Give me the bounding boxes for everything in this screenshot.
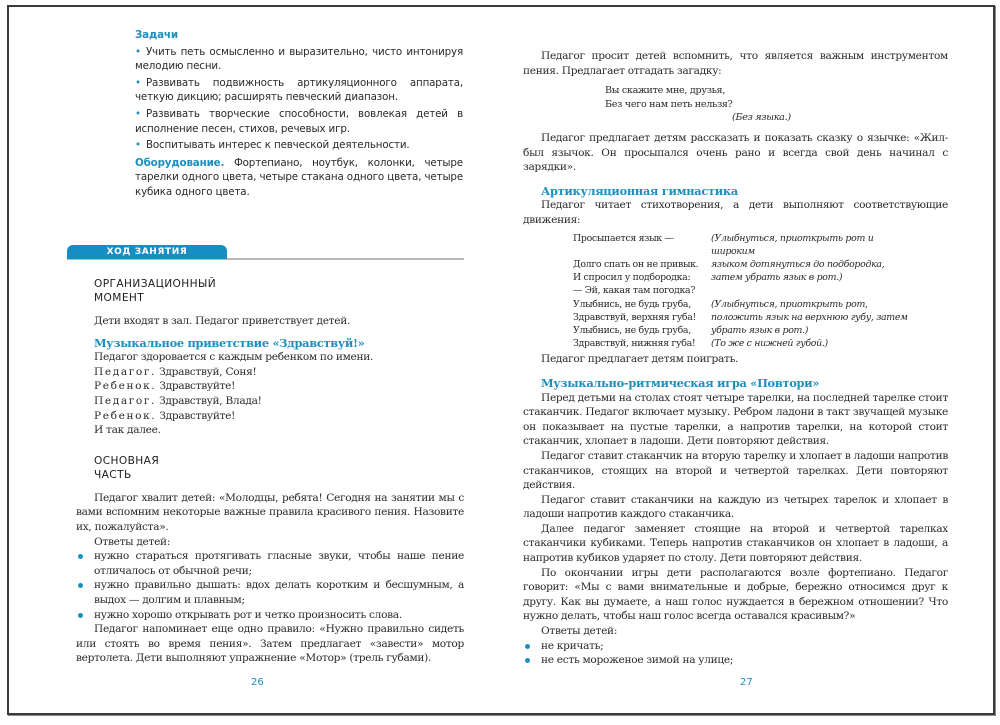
poem-verse: Здравствуй, нижняя губа! <box>573 338 696 350</box>
task-item: • Воспитывать интерес к певческой деятельности. <box>135 139 410 152</box>
riddle <box>605 84 948 125</box>
dialogue-line: Педагог. Здравствуй, Соня! <box>94 365 257 378</box>
task-item: • Развивать творческие способности, вовлекая детей в исполнение песен, стихов, речевых игр. <box>135 107 463 135</box>
game-paragraph: Перед детьми на столах стоят четыре тарелки, на последней тарелке стоит стаканчик. Педагог включает музыку. Ребром ладони в такт звучащей музыке он показывает на пустые тарелки, а напротив тарелки, на которой стоит стаканчик, хлопает в ладоши. Дети повторяют действия. <box>523 391 948 448</box>
speaker: Педагог. <box>94 394 156 407</box>
lesson-body-right <box>523 49 948 668</box>
main-part-heading: ОСНОВНАЯ ЧАСТЬ <box>94 454 160 481</box>
game-paragraph: По окончании игры дети располагаются возле фортепиано. Педагог говорит: «Мы с вами внимательные и добрые, бережно относимся друг к другу. Как вы думаете, а наш голос нуждается в бережном отношении? Что нужно делать, чтобы наш голос всегда оставался красивым?» <box>523 566 948 623</box>
dialogue-line: Ребенок. Здравствуйте! <box>94 380 236 393</box>
game-paragraph: Педагог ставит стаканчики на каждую из четырех тарелок и хлопает в ладоши напротив каждого стаканчика. <box>523 493 948 521</box>
poem-table <box>573 232 948 351</box>
poem-action: (Улыбнуться, приоткрыть рот, <box>711 298 868 310</box>
poem-verse: Улыбнись, не будь груба, <box>573 324 691 336</box>
riddle-line: Без чего нам петь нельзя? <box>605 98 733 110</box>
poem-verse: Улыбнись, не будь груба, <box>573 298 691 310</box>
bullet-icon: • <box>135 45 141 58</box>
equipment-label: Оборудование. <box>135 156 225 169</box>
org-moment-heading: ОРГАНИЗАЦИОННЫЙ МОМЕНТ <box>94 278 217 304</box>
poem-action: затем убрать язык в рот.) <box>711 272 843 284</box>
bullet-icon: • <box>135 107 141 120</box>
bullet-icon: • <box>135 76 141 89</box>
paragraph: Педагог предлагает детям рассказать и показать сказку о язычке: «Жил-был язычок. Он просыпался очень рано и всегда свой день начинал с зарядки». <box>523 131 948 174</box>
play-text: Педагог предлагает детям поиграть. <box>541 353 739 366</box>
section-tab: ХОД ЗАНЯТИЯ <box>67 245 227 259</box>
dialogue-end: И так далее. <box>94 424 161 437</box>
section-header-bar <box>67 243 464 262</box>
dialogue-line: Педагог. Здравствуй, Влада! <box>94 394 262 407</box>
poem-verse: И спросил у подбородка: <box>573 272 691 284</box>
poem-action: (То же с нижней губой.) <box>711 338 828 350</box>
main-paragraph: Педагог напоминает еще одно правило: «Нужно правильно сидеть или стоять во время пения». Затем предлагает «завести» мотор вертолета. Дети выполняют упражнение «Мотор» (трель губами). <box>76 623 464 665</box>
poem-action: (Улыбнуться, приоткрыть рот и широким <box>711 232 874 257</box>
gymnastics-heading: Артикуляционная гимнастика <box>541 183 738 198</box>
poem-action: убрать язык в рот.) <box>711 324 809 336</box>
answer-item: нужно хорошо открывать рот и четко произносить слова. <box>76 608 464 623</box>
riddle-line: Вы скажите мне, друзья, <box>605 85 726 97</box>
bullet-icon: • <box>135 139 141 152</box>
tasks-block <box>135 28 463 200</box>
speaker: Ребенок. <box>94 380 157 393</box>
paragraph: Педагог просит детей вспомнить, что является важным инструментом пения. Предлагает отгадать загадку: <box>523 50 948 77</box>
answer-item: не есть мороженое зимой на улице; <box>523 653 948 668</box>
riddle-answer: (Без языка.) <box>732 112 791 124</box>
answer-item: не кричать; <box>523 639 948 654</box>
poem-action: языком дотянуться до подбородка, <box>711 258 885 270</box>
book-spread <box>7 5 995 715</box>
game-paragraph: Далее педагог заменяет стоящие на второй и четвертой тарелках стаканчики кубиками. Теперь напротив стаканчиков он хлопает в ладоши, а напротив кубиков ударяет по столу. Дети повторяют действия. <box>523 522 948 565</box>
answers-label: Ответы детей: <box>541 625 618 638</box>
task-item: • Учить петь осмысленно и выразительно, чисто интонируя мелодию песни. <box>135 45 463 73</box>
page-number: 27 <box>740 677 753 688</box>
poem-verse: Здравствуй, верхняя губа! <box>573 311 697 323</box>
page-number: 26 <box>251 677 264 688</box>
answers-label: Ответы детей: <box>94 535 171 548</box>
org-moment-text: Дети входят в зал. Педагог приветствует детей. <box>94 315 351 327</box>
answer-item: нужно стараться протягивать гласные звуки, чтобы наше пение отличалось от обычной речи; <box>76 549 464 578</box>
task-item: • Развивать подвижность артикуляционного аппарата, четкую дикцию; расширять певческий диапазон. <box>135 76 463 104</box>
speaker: Ребенок. <box>94 409 157 422</box>
dialogue-line: Ребенок. Здравствуйте! <box>94 409 236 422</box>
greeting-heading: Музыкальное приветствие «Здравствуй!» <box>94 335 365 350</box>
lesson-body-left <box>76 277 464 666</box>
answer-item: нужно правильно дышать: вдох делать коротким и бесшумным, а выдох — долгим и плавным; <box>76 578 464 607</box>
page-right <box>501 7 993 713</box>
gymnastics-intro: Педагог читает стихотворения, а дети выполняют соответствующие движения: <box>523 199 948 226</box>
page-left <box>9 7 501 713</box>
game-heading: Музыкально-ритмическая игра «Повтори» <box>541 375 820 390</box>
game-paragraph: Педагог ставит стаканчик на вторую тарелку и хлопает в ладоши напротив стаканчиков, стоящих на второй и четвертой тарелках. Дети повторяют действия. <box>523 449 948 492</box>
speaker: Педагог. <box>94 365 156 378</box>
poem-verse: Долго спать он не привык. <box>573 258 699 270</box>
equipment-paragraph: Оборудование. Фортепиано, ноутбук, колонки, четыре тарелки одного цвета, четыре стакана одного цвета, четыре кубика одного цвета. <box>135 156 463 198</box>
poem-action: положить язык на верхнюю губу, затем <box>711 311 908 323</box>
poem-action <box>711 284 911 297</box>
tasks-title: Задачи <box>135 29 178 41</box>
poem-verse: — Эй, какая там погодка? <box>573 285 696 297</box>
poem-verse: Просыпается язык — <box>573 232 674 244</box>
main-paragraph: Педагог хвалит детей: «Молодцы, ребята! Сегодня на занятии мы с вами вспомним некоторые важные правила красивого пения. Назовите их, пожалуйста». <box>76 491 464 533</box>
greeting-intro: Педагог здоровается с каждым ребенком по имени. <box>94 351 374 364</box>
